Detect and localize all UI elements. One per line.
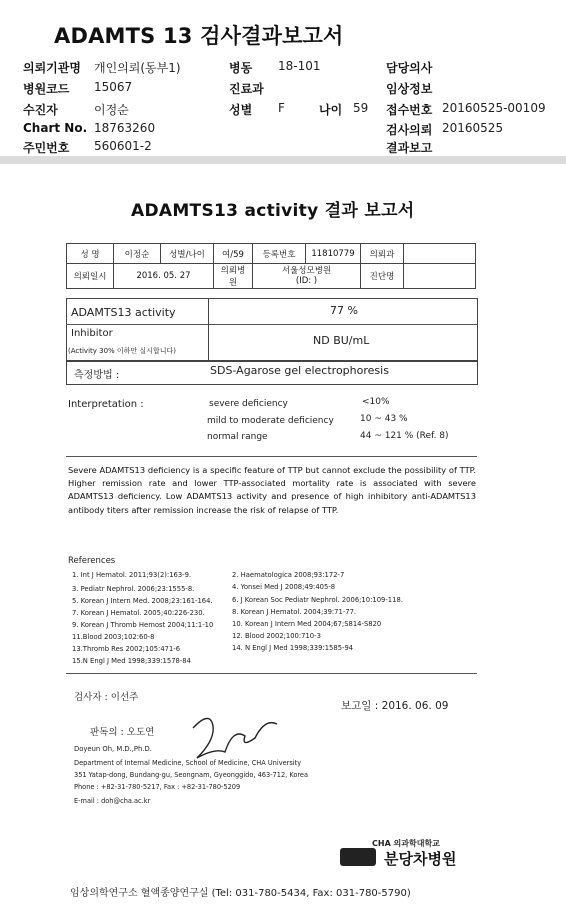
report-header-title: ADAMTS 13 검사결과보고서: [54, 24, 344, 48]
logo-hospital-name: 분당차병원: [384, 850, 457, 868]
report-title: ADAMTS13 activity 결과 보고서: [131, 201, 415, 221]
interp-normal-label: normal range: [207, 432, 268, 442]
label-sex: 성별: [229, 103, 253, 117]
interp-mild-label: mild to moderate deficiency: [207, 416, 334, 426]
name-label: 성 명: [67, 244, 114, 264]
regno-value: 11810779: [306, 244, 361, 264]
patient-info-table: [66, 243, 476, 289]
label-chart-no: Chart No.: [23, 121, 88, 135]
date-value: 2016. 05. 27: [114, 264, 214, 289]
reference-item: 7. Korean J Hematol. 2005;40:226-230.: [72, 609, 205, 617]
reference-item: 5. Korean J Intern Med. 2008;23:161-164.: [72, 597, 213, 605]
address-line-1: Department of Internal Medicine, School of Medicine, CHA University: [74, 759, 302, 767]
label-ward: 병동: [229, 61, 253, 75]
reference-item: 14. N Engl J Med 1998;339:1585-94: [232, 644, 354, 652]
interp-normal-value: 44 ~ 121 % (Ref. 8): [360, 431, 449, 441]
dept-label: 의뢰과: [361, 244, 404, 264]
logo-university-text: CHA 의과학대학교: [372, 839, 440, 848]
references-bottom-line: [66, 673, 477, 674]
hosp-name: 서울성모병원: [281, 266, 332, 276]
regno-label: 등록번호: [253, 244, 306, 264]
reference-item: 1. Int J Hematol. 2011;93(2):163-9.: [72, 571, 192, 579]
footer-contact: 임상의학연구소 혈액종양연구실 (Tel: 031-780-5434, Fax: 031-780-5790): [70, 888, 411, 899]
value-chart-no: 18763260: [94, 121, 156, 135]
dept-value: [404, 244, 476, 264]
reference-item: 9. Korean J Thromb Hemost 2004;11:1-10: [72, 621, 214, 629]
reference-item: 12. Blood 2002;100:710-3: [232, 632, 321, 640]
activity-label: ADAMTS13 activity: [71, 306, 176, 319]
reference-item: 15.N Engl J Med 1998;339:1578-84: [72, 657, 191, 665]
activity-value: 77 %: [330, 304, 358, 317]
label-receipt-no: 접수번호: [386, 103, 433, 117]
label-age: 나이: [319, 103, 343, 117]
value-patient: 이정순: [94, 103, 129, 117]
label-resident-no: 주민번호: [23, 141, 70, 155]
paragraph-top-line: [66, 456, 477, 457]
interp-severe-label: severe deficiency: [209, 399, 288, 409]
name-value: 이정순: [114, 244, 161, 264]
sexage-label: 성별/나이: [161, 244, 214, 264]
label-result-report: 결과보고: [386, 141, 433, 155]
doctor-name: Doyeun Oh, M.D.,Ph.D.: [74, 745, 152, 753]
value-hospital-code: 15067: [94, 80, 133, 94]
label-clinical-info: 임상정보: [386, 82, 433, 96]
diag-label: 진단명: [361, 264, 404, 289]
phone-fax: Phone : +82-31-780-5217, Fax : +82-31-780-5209: [74, 783, 241, 791]
reference-item: 3. Pediatr Nephrol. 2006;23:1555-8.: [72, 585, 195, 593]
label-patient: 수진자: [23, 103, 58, 117]
method-label: 측정방법 :: [74, 370, 120, 381]
address-line-2: 351 Yatap-dong, Bundang-gu, Seongnam, Gyeonggido, 463-712, Korea: [74, 771, 309, 779]
hosp-id: (ID: ): [295, 276, 318, 286]
value-test-request: 20160525: [442, 121, 504, 135]
inhibitor-value: ND BU/mL: [313, 334, 370, 347]
result-divider: [66, 324, 477, 325]
section-divider: [0, 156, 566, 164]
reference-item: 11.Blood 2003;102:60-8: [72, 633, 155, 641]
report-date: 보고일 : 2016. 06. 09: [341, 700, 449, 712]
reference-item: 8. Korean J Hematol. 2004;39:71-77.: [232, 608, 357, 616]
examiner: 검사자 : 이선주: [74, 692, 139, 703]
method-value: SDS-Agarose gel electrophoresis: [210, 364, 389, 377]
reader: 판독의 : 오도연: [90, 727, 155, 738]
value-age: 59: [353, 101, 369, 115]
hosp-value: [253, 264, 361, 289]
hosp-label: 의뢰병원: [214, 264, 253, 289]
label-department: 진료과: [229, 82, 264, 96]
interpretation-label: Interpretation :: [68, 399, 144, 410]
value-requesting-org: 개인의뢰(동부1): [94, 61, 181, 75]
reference-item: 10. Korean J Intern Med 2004;67;S814-S820: [232, 620, 382, 628]
value-ward: 18-101: [278, 59, 321, 73]
label-hospital-code: 병원코드: [23, 82, 70, 96]
result-col-divider: [208, 298, 209, 360]
value-receipt-no: 20160525-00109: [442, 101, 546, 115]
value-resident-no: 560601-2: [94, 139, 152, 153]
cha-logo-icon: [340, 848, 376, 866]
diag-value: [404, 264, 476, 289]
reference-item: 4. Yonsei Med J 2008;49:405-8: [232, 583, 336, 591]
references-title: References: [68, 556, 116, 566]
reference-item: 2. Haematologica 2008;93:172-7: [232, 571, 345, 579]
reference-item: 13.Thromb Res 2002;105:471-6: [72, 645, 181, 653]
reference-item: 6. J Korean Soc Pediatr Nephrol. 2006;10:109-118.: [232, 596, 403, 604]
interp-severe-value: <10%: [362, 397, 390, 407]
clinical-paragraph: Severe ADAMTS13 deficiency is a specific feature of TTP but cannot exclude the possibility of TTP. Higher remission rate and lower TTP-associated mortality rate is associated with severe ADAMTS13 deficiency. Low ADAMTS13 activity and presence of high inhibitory anti-ADAMTS13 antibody titers after remission increase the risk of relapse of TTP.: [68, 465, 476, 515]
inhibitor-label: Inhibitor: [71, 328, 113, 339]
value-sex: F: [278, 101, 285, 115]
label-test-request: 검사의뢰: [386, 123, 433, 137]
date-label: 의뢰일시: [67, 264, 114, 289]
email: E-mail : doh@cha.ac.kr: [74, 797, 151, 805]
sexage-value: 여/59: [214, 244, 253, 264]
inhibitor-note: (Activity 30% 이하만 실시합니다): [68, 347, 176, 355]
interp-mild-value: 10 ~ 43 %: [360, 414, 408, 424]
label-requesting-org: 의뢰기관명: [23, 61, 81, 75]
label-attending-doctor: 담당의사: [386, 61, 433, 75]
